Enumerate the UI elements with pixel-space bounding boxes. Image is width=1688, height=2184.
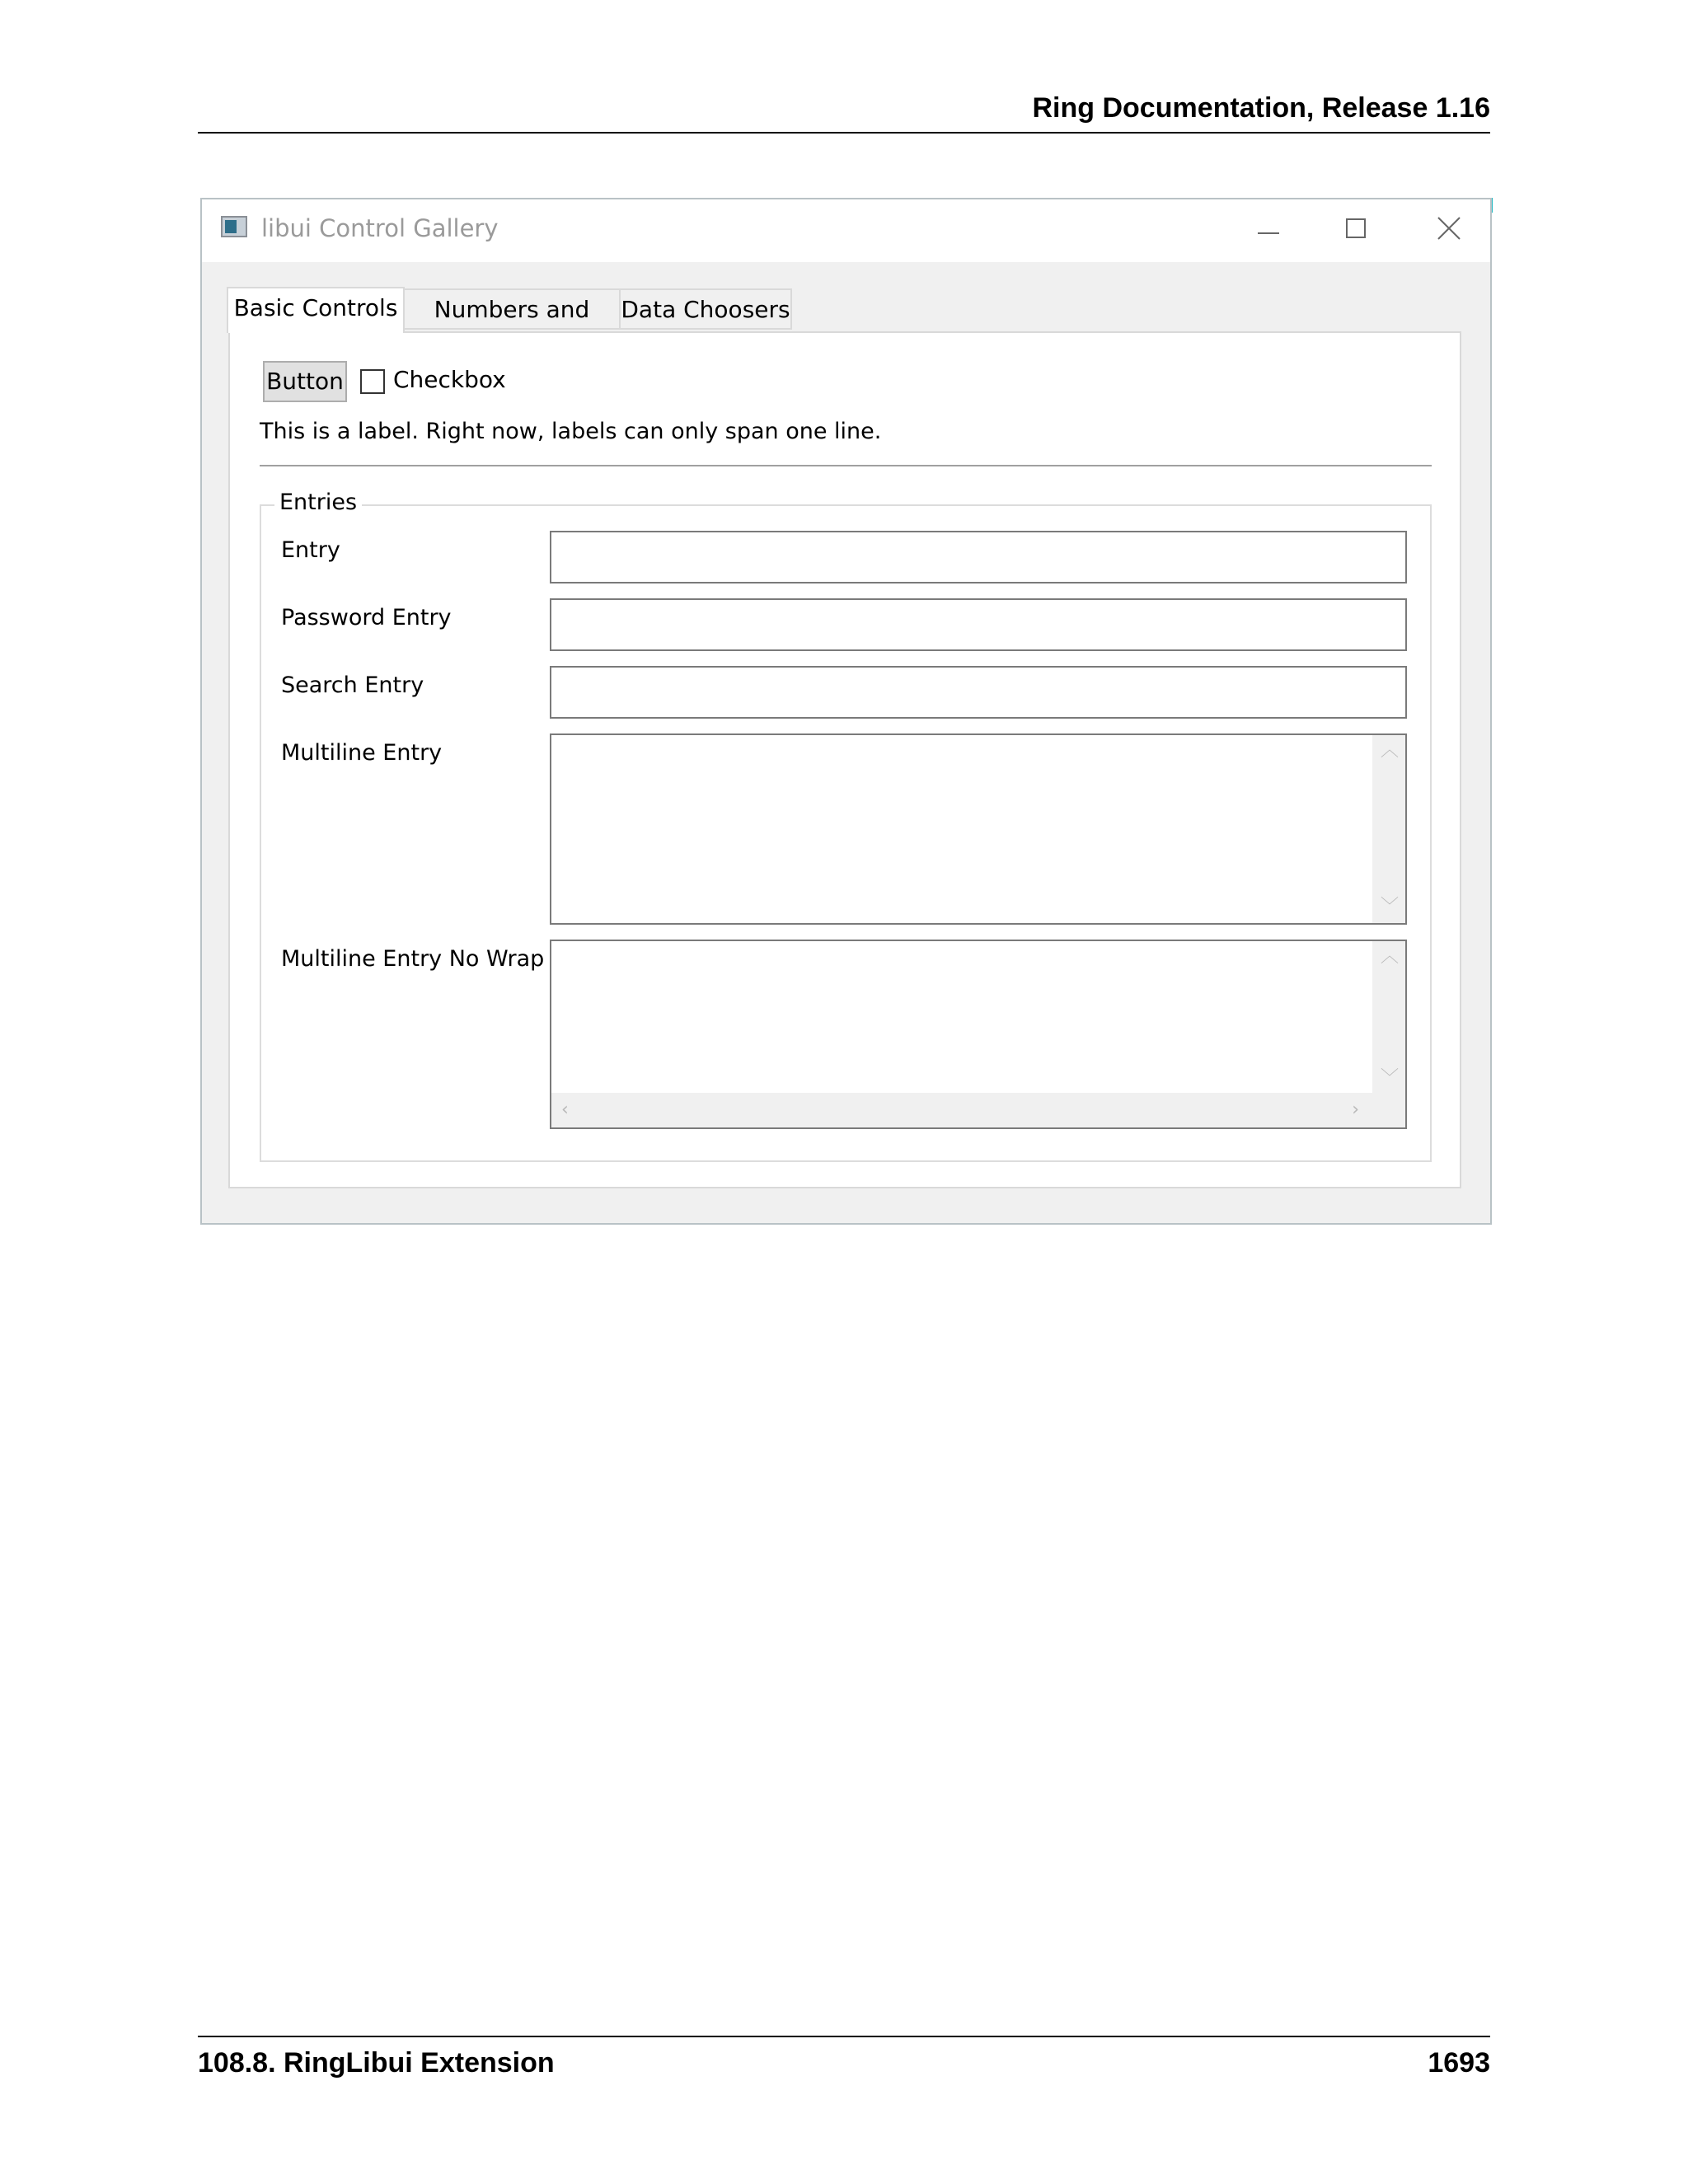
entry-field[interactable]: [550, 531, 1407, 583]
multiline-entry-label: Multiline Entry: [281, 740, 443, 766]
minimize-button[interactable]: [1243, 208, 1292, 249]
search-entry-field[interactable]: [550, 666, 1407, 719]
vertical-scrollbar[interactable]: [1372, 735, 1405, 923]
document-footer: [198, 2036, 1490, 2087]
password-entry-label: Password Entry: [281, 605, 452, 630]
multiline-entry-no-wrap-field[interactable]: [550, 940, 1407, 1129]
tab-data-choosers[interactable]: Data Choosers: [619, 288, 792, 330]
close-button[interactable]: [1425, 208, 1475, 249]
horizontal-separator: [260, 465, 1432, 466]
scroll-right-icon[interactable]: ›: [1352, 1099, 1359, 1120]
search-entry-label: Search Entry: [281, 673, 424, 698]
checkbox[interactable]: [360, 369, 385, 394]
entry-label: Entry: [281, 537, 340, 563]
maximize-icon: [1346, 218, 1366, 238]
tab-basic-controls[interactable]: Basic Controls: [227, 287, 405, 333]
document-header: [198, 91, 1490, 134]
page-number: 1693: [1428, 2047, 1490, 2079]
vertical-scrollbar[interactable]: [1372, 941, 1405, 1093]
minimize-icon: [1258, 232, 1279, 234]
scroll-up-icon[interactable]: ︿: [1381, 946, 1400, 967]
close-icon: [1437, 216, 1461, 241]
scroll-up-icon[interactable]: ︿: [1381, 740, 1400, 761]
scroll-left-icon[interactable]: ‹: [561, 1099, 569, 1120]
libui-window: [200, 198, 1492, 1225]
tab-panel-basic-controls: [228, 331, 1461, 1188]
checkbox-label[interactable]: Checkbox: [393, 366, 506, 393]
document-title: Ring Documentation, Release 1.16: [1032, 92, 1490, 124]
multiline-entry-field[interactable]: [550, 733, 1407, 925]
button[interactable]: Button: [263, 361, 347, 402]
scroll-down-icon[interactable]: ﹀: [1381, 897, 1400, 917]
maximize-button[interactable]: [1333, 208, 1382, 249]
footer-section-title: 108.8. RingLibui Extension: [198, 2047, 555, 2079]
group-title: Entries: [274, 490, 362, 515]
title-bar[interactable]: [202, 199, 1490, 262]
password-entry-field[interactable]: [550, 598, 1407, 651]
scroll-down-icon[interactable]: ﹀: [1381, 1068, 1400, 1089]
entries-group: [260, 490, 1432, 1162]
multiline-entry-no-wrap-label: Multiline Entry No Wrap: [281, 946, 545, 972]
window-title: libui Control Gallery: [261, 214, 499, 242]
app-icon: [221, 216, 247, 237]
tab-numbers-and-lists[interactable]: Numbers and: [403, 288, 621, 330]
horizontal-scrollbar[interactable]: [551, 1093, 1405, 1127]
static-label: This is a label. Right now, labels can only span one line.: [260, 419, 882, 444]
